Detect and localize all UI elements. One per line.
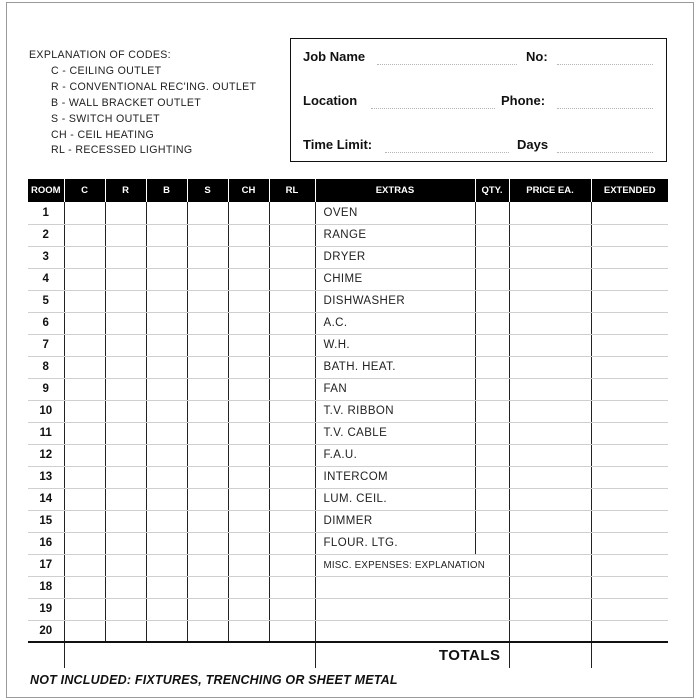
cell-price[interactable]: [509, 246, 591, 268]
cell-b[interactable]: [146, 598, 187, 620]
cell-c[interactable]: [64, 268, 105, 290]
extras-item: CHIME: [315, 268, 475, 290]
cell-c[interactable]: [64, 400, 105, 422]
room-number: 2: [28, 224, 64, 246]
cell-r[interactable]: [105, 532, 146, 554]
col-rl-header: RL: [269, 179, 315, 202]
cell-ch[interactable]: [228, 598, 269, 620]
cell-price[interactable]: [509, 334, 591, 356]
cell-c[interactable]: [64, 202, 105, 224]
days-field[interactable]: [557, 151, 653, 153]
codes-title: EXPLANATION OF CODES:: [29, 49, 171, 61]
extras-item: F.A.U.: [315, 444, 475, 466]
extras-item: OVEN: [315, 202, 475, 224]
cell-b[interactable]: [146, 356, 187, 378]
room-number: 17: [28, 554, 64, 576]
cell-extended[interactable]: [591, 224, 668, 246]
cell-s[interactable]: [187, 334, 228, 356]
table-row: [28, 224, 668, 246]
cell-extended[interactable]: [591, 290, 668, 312]
extras-item: FAN: [315, 378, 475, 400]
cell-s[interactable]: [187, 290, 228, 312]
extras-item: [315, 620, 509, 642]
cell-c[interactable]: [64, 488, 105, 510]
col-extended-header: EXTENDED: [591, 179, 668, 202]
cell-c[interactable]: [64, 444, 105, 466]
cell-s[interactable]: [187, 444, 228, 466]
cell-price[interactable]: [509, 576, 591, 598]
cell-price[interactable]: [509, 466, 591, 488]
cell-ch[interactable]: [228, 444, 269, 466]
cell-r[interactable]: [105, 378, 146, 400]
cell-r[interactable]: [105, 598, 146, 620]
cell-rl[interactable]: [269, 444, 315, 466]
cell-price[interactable]: [509, 444, 591, 466]
cell-b[interactable]: [146, 378, 187, 400]
extras-item: W.H.: [315, 334, 475, 356]
room-number: 6: [28, 312, 64, 334]
cell-b[interactable]: [146, 620, 187, 642]
room-number: 16: [28, 532, 64, 554]
cell-qty[interactable]: [475, 224, 509, 246]
cell-c[interactable]: [64, 378, 105, 400]
totals-blank-span: [64, 642, 315, 668]
table-row: [28, 488, 668, 510]
room-number: 8: [28, 356, 64, 378]
wiring-table: [28, 179, 668, 668]
extras-item: FLOUR. LTG.: [315, 532, 475, 554]
table-row: [28, 422, 668, 444]
extras-item: DRYER: [315, 246, 475, 268]
footer-note: NOT INCLUDED: FIXTURES, TRENCHING OR SHEET METAL: [30, 673, 398, 687]
cell-b[interactable]: [146, 444, 187, 466]
totals-extended[interactable]: [591, 642, 668, 668]
cell-ch[interactable]: [228, 268, 269, 290]
codes-legend: [29, 48, 256, 159]
cell-extended[interactable]: [591, 466, 668, 488]
cell-price[interactable]: [509, 598, 591, 620]
extras-item: T.V. RIBBON: [315, 400, 475, 422]
cell-s[interactable]: [187, 620, 228, 642]
cell-b[interactable]: [146, 400, 187, 422]
cell-extended[interactable]: [591, 356, 668, 378]
table-row: [28, 598, 668, 620]
cell-b[interactable]: [146, 268, 187, 290]
extras-item: A.C.: [315, 312, 475, 334]
cell-c[interactable]: [64, 356, 105, 378]
col-qty-header: QTY.: [475, 179, 509, 202]
totals-price[interactable]: [509, 642, 591, 668]
cell-rl[interactable]: [269, 576, 315, 598]
col-ch-header: CH: [228, 179, 269, 202]
code-item: CH - CEIL HEATING: [51, 128, 155, 141]
cell-qty[interactable]: [475, 356, 509, 378]
code-item: R - CONVENTIONAL REC'ING. OUTLET: [51, 80, 257, 93]
extras-item: MISC. EXPENSES: EXPLANATION: [315, 554, 509, 576]
cell-rl[interactable]: [269, 554, 315, 576]
location-label: Location: [303, 93, 358, 108]
room-number: 9: [28, 378, 64, 400]
cell-rl[interactable]: [269, 246, 315, 268]
cell-ch[interactable]: [228, 400, 269, 422]
table-row: [28, 620, 668, 642]
cell-c[interactable]: [64, 334, 105, 356]
cell-b[interactable]: [146, 246, 187, 268]
table-row: [28, 312, 668, 334]
room-number: 5: [28, 290, 64, 312]
cell-s[interactable]: [187, 268, 228, 290]
cell-ch[interactable]: [228, 202, 269, 224]
room-number: 1: [28, 202, 64, 224]
cell-ch[interactable]: [228, 554, 269, 576]
table-row: [28, 532, 668, 554]
cell-r[interactable]: [105, 202, 146, 224]
time-limit-field[interactable]: [385, 151, 509, 153]
cell-s[interactable]: [187, 422, 228, 444]
cell-b[interactable]: [146, 510, 187, 532]
extras-item: LUM. CEIL.: [315, 488, 475, 510]
table-row: [28, 576, 668, 598]
cell-r[interactable]: [105, 466, 146, 488]
code-item: B - WALL BRACKET OUTLET: [51, 96, 202, 109]
totals-label: TOTALS: [315, 642, 509, 668]
cell-r[interactable]: [105, 334, 146, 356]
table-row: [28, 290, 668, 312]
cell-r[interactable]: [105, 620, 146, 642]
col-r-header: R: [105, 179, 146, 202]
cell-c[interactable]: [64, 598, 105, 620]
cell-ch[interactable]: [228, 246, 269, 268]
cell-r[interactable]: [105, 444, 146, 466]
cell-c[interactable]: [64, 312, 105, 334]
cell-rl[interactable]: [269, 224, 315, 246]
cell-b[interactable]: [146, 488, 187, 510]
cell-rl[interactable]: [269, 532, 315, 554]
cell-s[interactable]: [187, 510, 228, 532]
cell-extended[interactable]: [591, 510, 668, 532]
cell-b[interactable]: [146, 290, 187, 312]
location-field[interactable]: [371, 107, 495, 109]
cell-ch[interactable]: [228, 510, 269, 532]
no-field[interactable]: [557, 63, 653, 65]
col-c-header: C: [64, 179, 105, 202]
room-number: 19: [28, 598, 64, 620]
cell-rl[interactable]: [269, 290, 315, 312]
cell-r[interactable]: [105, 312, 146, 334]
no-label: No:: [526, 49, 548, 64]
cell-c[interactable]: [64, 576, 105, 598]
cell-b[interactable]: [146, 576, 187, 598]
cell-r[interactable]: [105, 488, 146, 510]
cell-ch[interactable]: [228, 576, 269, 598]
code-item: C - CEILING OUTLET: [51, 64, 162, 77]
extras-item: [315, 598, 509, 620]
extras-item: DISHWASHER: [315, 290, 475, 312]
cell-extended[interactable]: [591, 246, 668, 268]
col-room-header: ROOM: [28, 179, 64, 202]
cell-extended[interactable]: [591, 268, 668, 290]
cell-b[interactable]: [146, 554, 187, 576]
room-number: 11: [28, 422, 64, 444]
room-number: 18: [28, 576, 64, 598]
cell-s[interactable]: [187, 576, 228, 598]
cell-rl[interactable]: [269, 422, 315, 444]
extras-item: RANGE: [315, 224, 475, 246]
cell-extended[interactable]: [591, 400, 668, 422]
cell-s[interactable]: [187, 224, 228, 246]
code-item: S - SWITCH OUTLET: [51, 112, 160, 125]
cell-rl[interactable]: [269, 268, 315, 290]
cell-c[interactable]: [64, 224, 105, 246]
cell-s[interactable]: [187, 246, 228, 268]
room-number: 13: [28, 466, 64, 488]
cell-extended[interactable]: [591, 422, 668, 444]
cell-r[interactable]: [105, 554, 146, 576]
cell-rl[interactable]: [269, 356, 315, 378]
cell-c[interactable]: [64, 510, 105, 532]
col-price-header: PRICE EA.: [509, 179, 591, 202]
cell-b[interactable]: [146, 312, 187, 334]
cell-s[interactable]: [187, 488, 228, 510]
cell-price[interactable]: [509, 510, 591, 532]
cell-price[interactable]: [509, 488, 591, 510]
cell-b[interactable]: [146, 466, 187, 488]
cell-qty[interactable]: [475, 466, 509, 488]
cell-price[interactable]: [509, 532, 591, 554]
table-row: [28, 444, 668, 466]
cell-price[interactable]: [509, 268, 591, 290]
cell-price[interactable]: [509, 378, 591, 400]
cell-ch[interactable]: [228, 422, 269, 444]
job-name-label: Job Name: [303, 49, 366, 64]
cell-qty[interactable]: [475, 246, 509, 268]
extras-item: [315, 576, 509, 598]
col-b-header: B: [146, 179, 187, 202]
cell-b[interactable]: [146, 422, 187, 444]
table-row: [28, 400, 668, 422]
cell-rl[interactable]: [269, 466, 315, 488]
extras-item: DIMMER: [315, 510, 475, 532]
cell-r[interactable]: [105, 576, 146, 598]
room-number: 15: [28, 510, 64, 532]
cell-price[interactable]: [509, 202, 591, 224]
cell-price[interactable]: [509, 422, 591, 444]
cell-b[interactable]: [146, 202, 187, 224]
cell-s[interactable]: [187, 466, 228, 488]
cell-r[interactable]: [105, 268, 146, 290]
phone-field[interactable]: [557, 107, 653, 109]
cell-ch[interactable]: [228, 356, 269, 378]
cell-price[interactable]: [509, 620, 591, 642]
cell-r[interactable]: [105, 422, 146, 444]
cell-c[interactable]: [64, 246, 105, 268]
cell-c[interactable]: [64, 422, 105, 444]
cell-extended[interactable]: [591, 620, 668, 642]
cell-rl[interactable]: [269, 488, 315, 510]
table-row: [28, 378, 668, 400]
cell-qty[interactable]: [475, 510, 509, 532]
table-header-row: [28, 179, 668, 202]
table-row: [28, 334, 668, 356]
cell-rl[interactable]: [269, 202, 315, 224]
cell-rl[interactable]: [269, 334, 315, 356]
table-row: [28, 466, 668, 488]
extras-item: BATH. HEAT.: [315, 356, 475, 378]
room-number: 20: [28, 620, 64, 642]
cell-c[interactable]: [64, 620, 105, 642]
room-number: 10: [28, 400, 64, 422]
cell-extended[interactable]: [591, 334, 668, 356]
table-row: [28, 202, 668, 224]
cell-s[interactable]: [187, 554, 228, 576]
cell-c[interactable]: [64, 290, 105, 312]
cell-b[interactable]: [146, 224, 187, 246]
cell-s[interactable]: [187, 356, 228, 378]
cell-rl[interactable]: [269, 312, 315, 334]
cell-s[interactable]: [187, 378, 228, 400]
table-row: [28, 268, 668, 290]
cell-ch[interactable]: [228, 466, 269, 488]
cell-ch[interactable]: [228, 312, 269, 334]
cell-ch[interactable]: [228, 224, 269, 246]
cell-qty[interactable]: [475, 290, 509, 312]
cell-extended[interactable]: [591, 576, 668, 598]
cell-r[interactable]: [105, 246, 146, 268]
cell-qty[interactable]: [475, 378, 509, 400]
cell-ch[interactable]: [228, 334, 269, 356]
col-s-header: S: [187, 179, 228, 202]
cell-ch[interactable]: [228, 378, 269, 400]
cell-ch[interactable]: [228, 620, 269, 642]
cell-price[interactable]: [509, 224, 591, 246]
cell-qty[interactable]: [475, 334, 509, 356]
totals-blank-cell: [28, 642, 64, 668]
col-extras-header: EXTRAS: [315, 179, 475, 202]
table-row: [28, 246, 668, 268]
cell-extended[interactable]: [591, 202, 668, 224]
cell-qty[interactable]: [475, 532, 509, 554]
cell-s[interactable]: [187, 312, 228, 334]
cell-rl[interactable]: [269, 400, 315, 422]
room-number: 14: [28, 488, 64, 510]
cell-qty[interactable]: [475, 202, 509, 224]
job-info-box: [290, 38, 667, 162]
cell-rl[interactable]: [269, 598, 315, 620]
cell-extended[interactable]: [591, 554, 668, 576]
cell-s[interactable]: [187, 400, 228, 422]
room-number: 12: [28, 444, 64, 466]
cell-r[interactable]: [105, 510, 146, 532]
cell-ch[interactable]: [228, 488, 269, 510]
cell-extended[interactable]: [591, 378, 668, 400]
cell-b[interactable]: [146, 532, 187, 554]
cell-price[interactable]: [509, 356, 591, 378]
room-number: 4: [28, 268, 64, 290]
table-row: [28, 554, 668, 576]
cell-c[interactable]: [64, 532, 105, 554]
time-limit-label: Time Limit:: [303, 137, 373, 152]
phone-label: Phone:: [501, 93, 546, 108]
cell-price[interactable]: [509, 312, 591, 334]
cell-ch[interactable]: [228, 290, 269, 312]
cell-price[interactable]: [509, 554, 591, 576]
cell-r[interactable]: [105, 290, 146, 312]
cell-extended[interactable]: [591, 532, 668, 554]
cell-qty[interactable]: [475, 422, 509, 444]
extras-item: INTERCOM: [315, 466, 475, 488]
job-name-field[interactable]: [377, 63, 517, 65]
code-item: RL - RECESSED LIGHTING: [51, 144, 193, 157]
cell-extended[interactable]: [591, 488, 668, 510]
cell-r[interactable]: [105, 224, 146, 246]
cell-qty[interactable]: [475, 488, 509, 510]
cell-extended[interactable]: [591, 444, 668, 466]
cell-c[interactable]: [64, 554, 105, 576]
room-number: 7: [28, 334, 64, 356]
room-number: 3: [28, 246, 64, 268]
cell-r[interactable]: [105, 400, 146, 422]
extras-item: T.V. CABLE: [315, 422, 475, 444]
table-row: [28, 356, 668, 378]
totals-row: [28, 642, 668, 668]
cell-r[interactable]: [105, 356, 146, 378]
table-row: [28, 510, 668, 532]
cell-qty[interactable]: [475, 444, 509, 466]
cell-extended[interactable]: [591, 598, 668, 620]
cell-qty[interactable]: [475, 268, 509, 290]
days-label: Days: [517, 137, 549, 152]
cell-rl[interactable]: [269, 620, 315, 642]
cell-qty[interactable]: [475, 400, 509, 422]
cell-ch[interactable]: [228, 532, 269, 554]
cell-price[interactable]: [509, 290, 591, 312]
cell-s[interactable]: [187, 202, 228, 224]
cell-qty[interactable]: [475, 312, 509, 334]
cell-rl[interactable]: [269, 510, 315, 532]
cell-s[interactable]: [187, 598, 228, 620]
cell-c[interactable]: [64, 466, 105, 488]
cell-s[interactable]: [187, 532, 228, 554]
cell-price[interactable]: [509, 400, 591, 422]
cell-b[interactable]: [146, 334, 187, 356]
cell-rl[interactable]: [269, 378, 315, 400]
cell-extended[interactable]: [591, 312, 668, 334]
